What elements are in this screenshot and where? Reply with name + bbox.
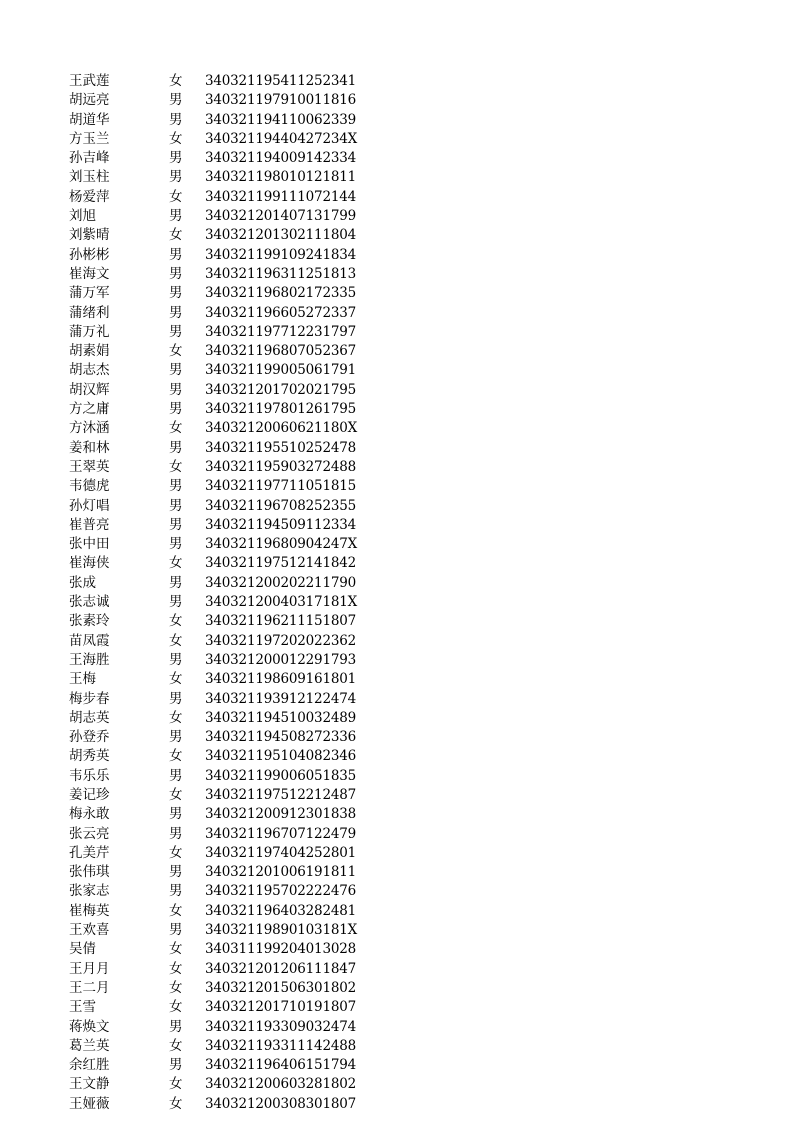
person-gender: 男 <box>169 362 183 379</box>
person-gender: 女 <box>169 555 183 572</box>
person-name: 韦乐乐 <box>69 767 110 784</box>
person-name: 梅永敢 <box>69 806 110 823</box>
roster-row <box>69 593 369 612</box>
roster-row <box>69 574 369 593</box>
person-gender: 女 <box>169 902 183 919</box>
roster-row <box>69 1095 369 1114</box>
person-id-number: 340321195702222476 <box>205 883 357 900</box>
person-id-number: 340321200912301838 <box>205 806 357 823</box>
person-id-number: 340321201710191807 <box>205 999 357 1016</box>
person-gender: 女 <box>169 188 183 205</box>
person-id-number: 340321197801261795 <box>205 401 357 418</box>
person-gender: 女 <box>169 786 183 803</box>
person-gender: 男 <box>169 439 183 456</box>
person-gender: 女 <box>169 227 183 244</box>
person-id-number: 340321197711051815 <box>205 478 357 495</box>
roster-row <box>69 670 369 689</box>
person-id-number: 340321196211151807 <box>205 613 357 630</box>
person-name: 胡秀英 <box>69 748 110 765</box>
person-name: 胡志英 <box>69 709 110 726</box>
person-id-number: 340321201206111847 <box>205 960 357 977</box>
roster-row <box>69 554 369 573</box>
person-name: 方之庸 <box>69 401 110 418</box>
person-name: 张伟琪 <box>69 864 110 881</box>
person-id-number: 34032119680904247X <box>205 536 358 553</box>
person-id-number: 340321195411252341 <box>205 73 357 89</box>
person-name: 蒋焕文 <box>69 1018 110 1035</box>
person-name: 姜和林 <box>69 439 110 456</box>
person-name: 胡素娟 <box>69 343 110 360</box>
roster-row <box>69 149 369 168</box>
person-gender: 男 <box>169 169 183 186</box>
person-id-number: 340321196708252355 <box>205 497 357 514</box>
person-id-number: 340311199204013028 <box>205 941 357 958</box>
person-name: 苗凤霞 <box>69 632 110 649</box>
person-gender: 男 <box>169 690 183 707</box>
roster-row <box>69 342 369 361</box>
person-id-number: 340321196406151794 <box>205 1057 357 1074</box>
person-gender: 女 <box>169 420 183 437</box>
person-name: 崔梅英 <box>69 902 110 919</box>
person-id-number: 340321196707122479 <box>205 825 357 842</box>
roster-row <box>69 825 369 844</box>
roster-row <box>69 188 369 207</box>
person-name: 孙吉峰 <box>69 150 110 167</box>
person-id-number: 340321201302111804 <box>205 227 357 244</box>
person-id-number: 34032120060621180X <box>205 420 358 437</box>
person-id-number: 340321197712231797 <box>205 323 357 340</box>
roster-list <box>69 72 369 1114</box>
person-id-number: 34032119440427234X <box>205 130 358 147</box>
person-gender: 男 <box>169 806 183 823</box>
roster-row <box>69 439 369 458</box>
person-gender: 女 <box>169 458 183 475</box>
person-gender: 男 <box>169 651 183 668</box>
person-gender: 男 <box>169 246 183 263</box>
person-gender: 男 <box>169 516 183 533</box>
person-gender: 男 <box>169 497 183 514</box>
person-id-number: 340321200603281802 <box>205 1076 357 1093</box>
roster-row <box>69 651 369 670</box>
person-name: 崔海侠 <box>69 555 110 572</box>
person-name: 王翠英 <box>69 458 110 475</box>
roster-row <box>69 690 369 709</box>
person-id-number: 340321196403282481 <box>205 902 357 919</box>
roster-row <box>69 130 369 149</box>
person-name: 胡远亮 <box>69 92 110 109</box>
roster-row <box>69 477 369 496</box>
person-gender: 女 <box>169 73 183 89</box>
roster-row <box>69 497 369 516</box>
person-gender: 男 <box>169 864 183 881</box>
person-id-number: 340321197512141842 <box>205 555 357 572</box>
person-id-number: 340321200308301807 <box>205 1095 357 1112</box>
person-name: 方沐涵 <box>69 420 110 437</box>
roster-row <box>69 863 369 882</box>
person-id-number: 340321195104082346 <box>205 748 357 765</box>
roster-row <box>69 612 369 631</box>
roster-row <box>69 940 369 959</box>
person-name: 胡志杰 <box>69 362 110 379</box>
person-name: 王欢喜 <box>69 922 110 939</box>
person-name: 孙登乔 <box>69 729 110 746</box>
roster-row <box>69 458 369 477</box>
person-id-number: 340321194510032489 <box>205 709 357 726</box>
person-id-number: 340321201506301802 <box>205 979 357 996</box>
person-name: 刘玉柱 <box>69 169 110 186</box>
person-name: 王月月 <box>69 960 110 977</box>
person-gender: 女 <box>169 632 183 649</box>
person-id-number: 340321194508272336 <box>205 729 357 746</box>
person-id-number: 340321196807052367 <box>205 343 357 360</box>
person-name: 王武莲 <box>69 73 110 89</box>
person-name: 崔海文 <box>69 265 110 282</box>
roster-row <box>69 632 369 651</box>
person-gender: 男 <box>169 92 183 109</box>
person-gender: 男 <box>169 265 183 282</box>
person-name: 崔普亮 <box>69 516 110 533</box>
person-gender: 男 <box>169 285 183 302</box>
person-gender: 男 <box>169 150 183 167</box>
roster-row <box>69 168 369 187</box>
roster-row <box>69 111 369 130</box>
person-gender: 男 <box>169 767 183 784</box>
person-gender: 男 <box>169 883 183 900</box>
person-name: 张云亮 <box>69 825 110 842</box>
person-id-number: 340321195903272488 <box>205 458 357 475</box>
person-id-number: 340321198010121811 <box>205 169 357 186</box>
person-name: 吴倩 <box>69 941 96 958</box>
person-id-number: 340321200012291793 <box>205 651 357 668</box>
person-gender: 男 <box>169 594 183 611</box>
person-name: 张家志 <box>69 883 110 900</box>
person-gender: 男 <box>169 401 183 418</box>
person-id-number: 340321193311142488 <box>205 1037 357 1054</box>
person-id-number: 340321194110062339 <box>205 111 357 128</box>
person-name: 杨爱萍 <box>69 188 110 205</box>
person-id-number: 340321200202211790 <box>205 574 357 591</box>
roster-row <box>69 767 369 786</box>
person-id-number: 340321195510252478 <box>205 439 357 456</box>
person-id-number: 340321197512212487 <box>205 786 357 803</box>
person-name: 余红胜 <box>69 1057 110 1074</box>
person-gender: 女 <box>169 979 183 996</box>
person-name: 胡道华 <box>69 111 110 128</box>
roster-row <box>69 246 369 265</box>
person-id-number: 340321194009142334 <box>205 150 357 167</box>
roster-row <box>69 786 369 805</box>
person-id-number: 340321199005061791 <box>205 362 357 379</box>
roster-row <box>69 226 369 245</box>
person-id-number: 340321201702021795 <box>205 381 357 398</box>
person-gender: 男 <box>169 574 183 591</box>
roster-row <box>69 998 369 1017</box>
person-gender: 男 <box>169 729 183 746</box>
person-name: 梅步春 <box>69 690 110 707</box>
person-name: 胡汉辉 <box>69 381 110 398</box>
person-name: 张成 <box>69 574 96 591</box>
roster-row <box>69 1056 369 1075</box>
person-name: 王文静 <box>69 1076 110 1093</box>
roster-row <box>69 265 369 284</box>
person-id-number: 340321193912122474 <box>205 690 357 707</box>
person-gender: 女 <box>169 748 183 765</box>
roster-row <box>69 902 369 921</box>
person-gender: 男 <box>169 111 183 128</box>
person-name: 王娅薇 <box>69 1095 110 1112</box>
person-name: 张素玲 <box>69 613 110 630</box>
roster-row <box>69 709 369 728</box>
person-gender: 女 <box>169 709 183 726</box>
roster-row <box>69 979 369 998</box>
person-id-number: 340321196311251813 <box>205 265 357 282</box>
roster-row <box>69 400 369 419</box>
roster-row <box>69 284 369 303</box>
person-gender: 女 <box>169 999 183 1016</box>
roster-row <box>69 419 369 438</box>
person-id-number: 340321196605272337 <box>205 304 357 321</box>
person-name: 王雪 <box>69 999 96 1016</box>
roster-row <box>69 728 369 747</box>
roster-row <box>69 381 369 400</box>
person-gender: 女 <box>169 343 183 360</box>
person-id-number: 340321199111072144 <box>205 188 357 205</box>
person-name: 刘紫晴 <box>69 227 110 244</box>
person-id-number: 340321197404252801 <box>205 844 357 861</box>
person-gender: 男 <box>169 1057 183 1074</box>
person-id-number: 340321198609161801 <box>205 671 357 688</box>
person-id-number: 340321194509112334 <box>205 516 357 533</box>
roster-row <box>69 882 369 901</box>
person-name: 孙彬彬 <box>69 246 110 263</box>
person-id-number: 340321193309032474 <box>205 1018 357 1035</box>
roster-row <box>69 1037 369 1056</box>
person-gender: 男 <box>169 208 183 225</box>
person-name: 蒲万礼 <box>69 323 110 340</box>
person-gender: 女 <box>169 613 183 630</box>
person-id-number: 340321196802172335 <box>205 285 357 302</box>
roster-row <box>69 960 369 979</box>
person-gender: 女 <box>169 941 183 958</box>
roster-row <box>69 1018 369 1037</box>
person-name: 孔美芹 <box>69 844 110 861</box>
person-gender: 女 <box>169 960 183 977</box>
person-id-number: 340321199006051835 <box>205 767 357 784</box>
roster-row <box>69 805 369 824</box>
roster-row <box>69 304 369 323</box>
roster-row <box>69 91 369 110</box>
person-gender: 女 <box>169 1037 183 1054</box>
person-gender: 女 <box>169 1076 183 1093</box>
person-gender: 女 <box>169 1095 183 1112</box>
person-name: 张志诚 <box>69 594 110 611</box>
person-id-number: 340321197202022362 <box>205 632 357 649</box>
roster-row <box>69 844 369 863</box>
person-gender: 男 <box>169 478 183 495</box>
person-name: 姜记珍 <box>69 786 110 803</box>
person-gender: 男 <box>169 922 183 939</box>
roster-row <box>69 207 369 226</box>
person-name: 蒲万军 <box>69 285 110 302</box>
roster-row <box>69 516 369 535</box>
person-name: 张中田 <box>69 536 110 553</box>
person-id-number: 34032119890103181X <box>205 922 358 939</box>
person-name: 孙灯唱 <box>69 497 110 514</box>
person-gender: 女 <box>169 671 183 688</box>
person-name: 王二月 <box>69 979 110 996</box>
roster-row <box>69 747 369 766</box>
person-gender: 男 <box>169 381 183 398</box>
person-id-number: 340321201006191811 <box>205 864 357 881</box>
person-id-number: 340321197910011816 <box>205 92 357 109</box>
person-name: 韦德虎 <box>69 478 110 495</box>
roster-row <box>69 921 369 940</box>
roster-row <box>69 1075 369 1094</box>
person-id-number: 34032120040317181X <box>205 594 358 611</box>
person-name: 刘旭 <box>69 208 96 225</box>
person-id-number: 340321201407131799 <box>205 208 357 225</box>
person-name: 王梅 <box>69 671 96 688</box>
person-name: 葛兰英 <box>69 1037 110 1054</box>
person-gender: 男 <box>169 825 183 842</box>
person-name: 王海胜 <box>69 651 110 668</box>
person-name: 蒲绪利 <box>69 304 110 321</box>
person-gender: 男 <box>169 536 183 553</box>
person-gender: 男 <box>169 1018 183 1035</box>
roster-row <box>69 535 369 554</box>
person-gender: 男 <box>169 304 183 321</box>
person-name: 方玉兰 <box>69 130 110 147</box>
person-gender: 女 <box>169 130 183 147</box>
person-gender: 男 <box>169 323 183 340</box>
person-gender: 女 <box>169 844 183 861</box>
roster-row <box>69 72 369 91</box>
roster-row <box>69 323 369 342</box>
roster-row <box>69 361 369 380</box>
person-id-number: 340321199109241834 <box>205 246 357 263</box>
